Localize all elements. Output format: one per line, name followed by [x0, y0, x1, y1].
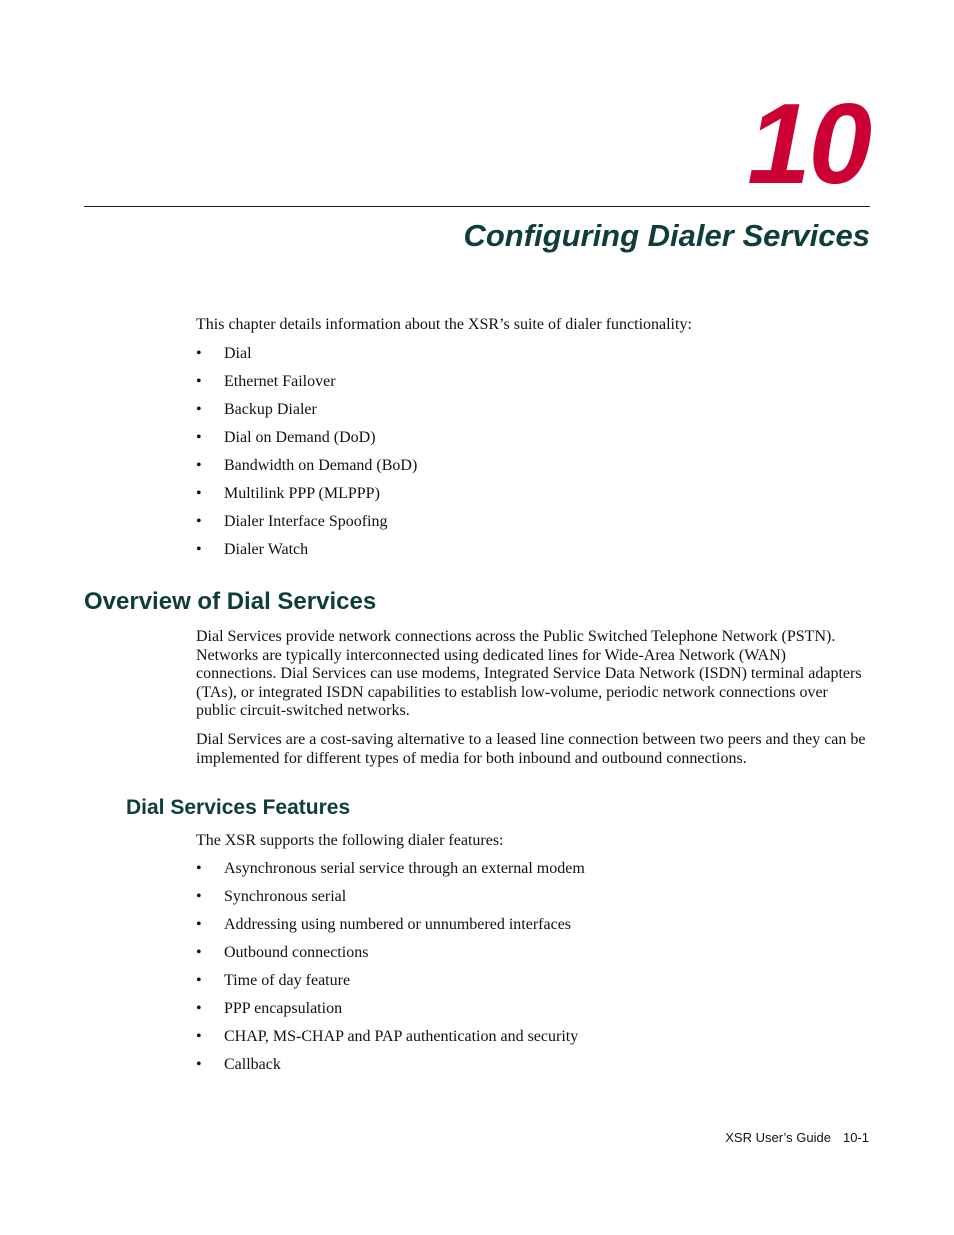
footer-page-number: 10-1	[842, 1130, 869, 1145]
bullet-icon: •	[196, 485, 202, 502]
features-list	[196, 860, 585, 1084]
subsection-heading-features: Dial Services Features	[126, 796, 351, 819]
list-item: • Asynchronous serial service through an external modem	[196, 860, 585, 877]
page-footer	[725, 1130, 869, 1145]
list-item: • Bandwidth on Demand (BoD)	[196, 457, 418, 474]
list-item: • Ethernet Failover	[196, 373, 336, 390]
chapter-title: Configuring Dialer Services	[463, 218, 870, 253]
list-item: • Dialer Interface Spoofing	[196, 513, 388, 530]
list-item: • CHAP, MS-CHAP and PAP authentication and security	[196, 1028, 579, 1045]
bullet-icon: •	[196, 1000, 202, 1017]
section-heading-overview: Overview of Dial Services	[84, 588, 377, 615]
bullet-icon: •	[196, 513, 202, 530]
list-item: • Dialer Watch	[196, 541, 309, 558]
bullet-icon: •	[196, 345, 202, 362]
chapter-rule	[84, 206, 870, 207]
bullet-icon: •	[196, 1056, 202, 1073]
overview-paragraph-2: Dial Services are a cost-saving alternative to a leased line connection between two peers and they can be implemented for different types of media for both inbound and outbound connections.	[196, 731, 866, 767]
list-item: • Outbound connections	[196, 944, 369, 961]
bullet-icon: •	[196, 888, 202, 905]
bullet-icon: •	[196, 401, 202, 418]
bullet-icon: •	[196, 944, 202, 961]
bullet-icon: •	[196, 972, 202, 989]
list-item: • Synchronous serial	[196, 888, 347, 905]
list-item: • Addressing using numbered or unnumbered interfaces	[196, 916, 572, 933]
list-item: • PPP encapsulation	[196, 1000, 343, 1017]
bullet-icon: •	[196, 541, 202, 558]
bullet-icon: •	[196, 373, 202, 390]
chapter-number: 10	[747, 81, 870, 208]
list-item: • Callback	[196, 1056, 281, 1073]
list-item: • Dial on Demand (DoD)	[196, 429, 376, 446]
bullet-icon: •	[196, 1028, 202, 1045]
list-item: • Time of day feature	[196, 972, 351, 989]
bullet-icon: •	[196, 916, 202, 933]
overview-paragraph-1: Dial Services provide network connections across the Public Switched Telephone Network (PSTN). Networks are typically interconnected using dedicated lines for Wide-Area Network (WAN) connections. Dial Services can use modems, Integrated Service Data Network (ISDN) terminal adapters (TAs), or integrated ISDN capabilities to establish low-volume, periodic network connections over public circuit-switched networks.	[196, 628, 862, 719]
intro-paragraph: This chapter details information about the XSR’s suite of dialer functionality:	[196, 316, 692, 333]
list-item: • Multilink PPP (MLPPP)	[196, 485, 380, 502]
bullet-icon: •	[196, 860, 202, 877]
bullet-icon: •	[196, 429, 202, 446]
bullet-icon: •	[196, 457, 202, 474]
footer-guide-title: XSR User’s Guide	[725, 1130, 831, 1145]
features-paragraph: The XSR supports the following dialer features:	[196, 832, 504, 849]
list-item: • Backup Dialer	[196, 401, 317, 418]
list-item: • Dial	[196, 345, 252, 362]
intro-list	[196, 345, 417, 569]
